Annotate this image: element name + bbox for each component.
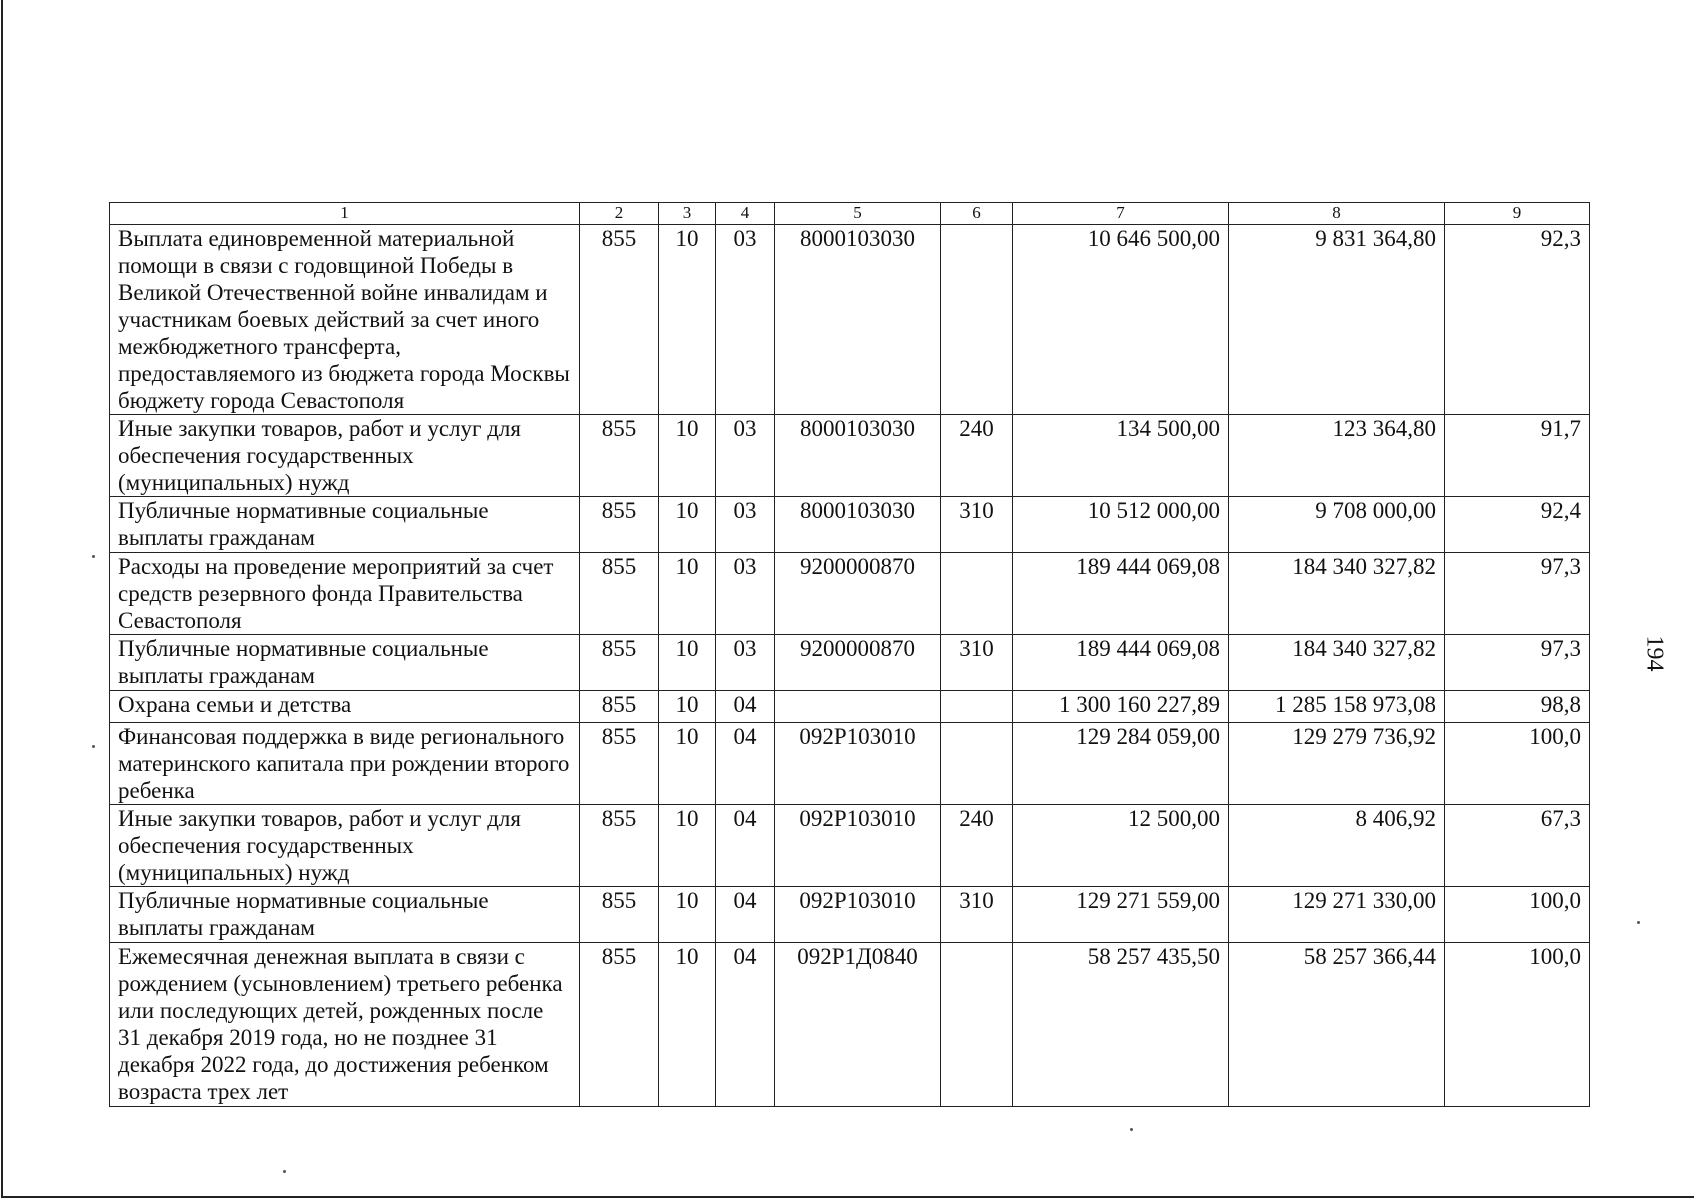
plan-amount: 189 444 069,08 [1013, 635, 1229, 691]
subsection-code: 03 [716, 635, 775, 691]
table-row [110, 497, 1590, 553]
table-row [110, 943, 1590, 1107]
scan-speck [283, 1170, 286, 1173]
table-row [110, 691, 1590, 723]
table-row [110, 805, 1590, 887]
grbs-code: 855 [580, 497, 659, 553]
plan-amount: 189 444 069,08 [1013, 553, 1229, 635]
col-number-6: 6 [941, 203, 1013, 225]
target-article-code: 8000103030 [775, 225, 941, 415]
fact-amount: 184 340 327,82 [1229, 635, 1445, 691]
fact-amount: 8 406,92 [1229, 805, 1445, 887]
scan-speck [92, 745, 95, 748]
execution-percent: 98,8 [1445, 691, 1590, 723]
target-article-code: 092P103010 [775, 723, 941, 805]
plan-amount: 58 257 435,50 [1013, 943, 1229, 1107]
row-name: Ежемесячная денежная выплата в связи с рождением (усыновлением) третьего ребенка или последующих детей, рожденных после 31 декабря 2019 года, но не позднее 31 декабря 2022 года, до достижения ребенком возраста трех лет [110, 943, 580, 1107]
target-article-code: 9200000870 [775, 553, 941, 635]
row-name: Публичные нормативные социальные выплаты гражданам [110, 887, 580, 943]
grbs-code: 855 [580, 805, 659, 887]
fact-amount: 129 271 330,00 [1229, 887, 1445, 943]
fact-amount: 123 364,80 [1229, 415, 1445, 497]
subsection-code: 04 [716, 805, 775, 887]
target-article-code: 8000103030 [775, 497, 941, 553]
target-article-code: 8000103030 [775, 415, 941, 497]
expense-type-code: 310 [941, 497, 1013, 553]
col-number-3: 3 [659, 203, 716, 225]
plan-amount: 10 646 500,00 [1013, 225, 1229, 415]
target-article-code: 092P1Д0840 [775, 943, 941, 1107]
subsection-code: 03 [716, 225, 775, 415]
fact-amount: 9 708 000,00 [1229, 497, 1445, 553]
col-number-2: 2 [580, 203, 659, 225]
grbs-code: 855 [580, 943, 659, 1107]
plan-amount: 10 512 000,00 [1013, 497, 1229, 553]
row-name: Публичные нормативные социальные выплаты гражданам [110, 635, 580, 691]
fact-amount: 1 285 158 973,08 [1229, 691, 1445, 723]
section-code: 10 [659, 415, 716, 497]
target-article-code: 092P103010 [775, 887, 941, 943]
row-name: Иные закупки товаров, работ и услуг для обеспечения государственных (муниципальных) нужд [110, 415, 580, 497]
plan-amount: 1 300 160 227,89 [1013, 691, 1229, 723]
subsection-code: 04 [716, 943, 775, 1107]
grbs-code: 855 [580, 723, 659, 805]
fact-amount: 184 340 327,82 [1229, 553, 1445, 635]
subsection-code: 03 [716, 553, 775, 635]
subsection-code: 04 [716, 723, 775, 805]
section-code: 10 [659, 635, 716, 691]
fact-amount: 9 831 364,80 [1229, 225, 1445, 415]
table-row [110, 225, 1590, 415]
table-row [110, 887, 1590, 943]
row-name: Охрана семьи и детства [110, 691, 580, 723]
subsection-code: 03 [716, 415, 775, 497]
row-name: Публичные нормативные социальные выплаты гражданам [110, 497, 580, 553]
row-name: Иные закупки товаров, работ и услуг для обеспечения государственных (муниципальных) нужд [110, 805, 580, 887]
budget-table [109, 202, 1590, 1107]
row-name: Расходы на проведение мероприятий за счет средств резервного фонда Правительства Севастополя [110, 553, 580, 635]
plan-amount: 129 284 059,00 [1013, 723, 1229, 805]
execution-percent: 100,0 [1445, 943, 1590, 1107]
grbs-code: 855 [580, 415, 659, 497]
fact-amount: 129 279 736,92 [1229, 723, 1445, 805]
subsection-code: 03 [716, 497, 775, 553]
expense-type-code: 310 [941, 635, 1013, 691]
execution-percent: 100,0 [1445, 887, 1590, 943]
col-number-9: 9 [1445, 203, 1590, 225]
grbs-code: 855 [580, 887, 659, 943]
section-code: 10 [659, 497, 716, 553]
table-row [110, 553, 1590, 635]
execution-percent: 92,3 [1445, 225, 1590, 415]
scan-speck [92, 555, 95, 558]
scan-speck [1637, 921, 1640, 924]
grbs-code: 855 [580, 691, 659, 723]
section-code: 10 [659, 887, 716, 943]
expense-type-code [941, 691, 1013, 723]
col-number-4: 4 [716, 203, 775, 225]
expense-type-code [941, 943, 1013, 1107]
row-name: Финансовая поддержка в виде регионального материнского капитала при рождении второго ребенка [110, 723, 580, 805]
expense-type-code [941, 723, 1013, 805]
grbs-code: 855 [580, 635, 659, 691]
section-code: 10 [659, 225, 716, 415]
section-code: 10 [659, 723, 716, 805]
plan-amount: 129 271 559,00 [1013, 887, 1229, 943]
grbs-code: 855 [580, 553, 659, 635]
section-code: 10 [659, 553, 716, 635]
col-number-7: 7 [1013, 203, 1229, 225]
subsection-code: 04 [716, 887, 775, 943]
expense-type-code: 240 [941, 415, 1013, 497]
scan-speck [1130, 1128, 1133, 1131]
target-article-code [775, 691, 941, 723]
row-name: Выплата единовременной материальной помощи в связи с годовщиной Победы в Великой Отечественной войне инвалидам и участникам боевых действий за счет иного межбюджетного трансферта, предоставляемого из бюджета города Москвы бюджету города Севастополя [110, 225, 580, 415]
expense-type-code [941, 553, 1013, 635]
execution-percent: 67,3 [1445, 805, 1590, 887]
table-row [110, 635, 1590, 691]
page-number: 194 [1641, 635, 1668, 672]
column-number-row [110, 203, 1590, 225]
expense-type-code: 310 [941, 887, 1013, 943]
execution-percent: 92,4 [1445, 497, 1590, 553]
execution-percent: 100,0 [1445, 723, 1590, 805]
grbs-code: 855 [580, 225, 659, 415]
col-number-8: 8 [1229, 203, 1445, 225]
section-code: 10 [659, 691, 716, 723]
execution-percent: 91,7 [1445, 415, 1590, 497]
execution-percent: 97,3 [1445, 553, 1590, 635]
target-article-code: 092P103010 [775, 805, 941, 887]
section-code: 10 [659, 943, 716, 1107]
table-row [110, 415, 1590, 497]
expense-type-code: 240 [941, 805, 1013, 887]
subsection-code: 04 [716, 691, 775, 723]
section-code: 10 [659, 805, 716, 887]
col-number-1: 1 [110, 203, 580, 225]
target-article-code: 9200000870 [775, 635, 941, 691]
fact-amount: 58 257 366,44 [1229, 943, 1445, 1107]
expense-type-code [941, 225, 1013, 415]
execution-percent: 97,3 [1445, 635, 1590, 691]
plan-amount: 134 500,00 [1013, 415, 1229, 497]
table-row [110, 723, 1590, 805]
col-number-5: 5 [775, 203, 941, 225]
table-body [110, 203, 1590, 1107]
plan-amount: 12 500,00 [1013, 805, 1229, 887]
